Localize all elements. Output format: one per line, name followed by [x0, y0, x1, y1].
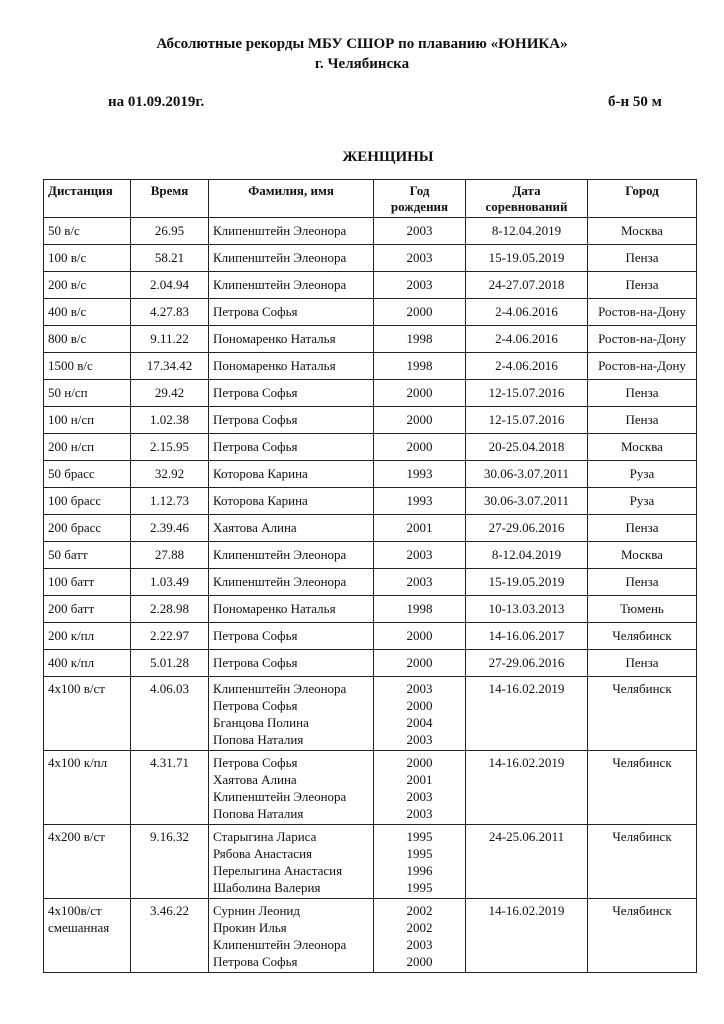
relay-birth-year: 2003	[406, 806, 433, 821]
cell-time: 26.95	[131, 218, 209, 245]
relay-swimmer-name: Попова Наталия	[213, 806, 304, 821]
relay-birth-year: 2003	[406, 789, 433, 804]
table-row	[44, 596, 697, 623]
cell-distance	[44, 899, 131, 973]
relay-row	[44, 825, 697, 899]
relay-swimmer-name: Сурнин Леонид	[213, 903, 300, 918]
cell-name: Пономаренко Наталья	[209, 326, 374, 353]
cell-birth-years	[374, 677, 466, 751]
relay-distance-line: 4х100в/ст	[48, 903, 102, 918]
cell-city: Челябинск	[588, 677, 697, 751]
relay-row	[44, 677, 697, 751]
cell-name: Петрова Софья	[209, 623, 374, 650]
cell-time: 4.06.03	[131, 677, 209, 751]
cell-competition-date: 15-19.05.2019	[466, 569, 588, 596]
cell-time: 32.92	[131, 461, 209, 488]
cell-birth-year: 2003	[374, 569, 466, 596]
cell-time: 3.46.22	[131, 899, 209, 973]
column-header-time: Время	[131, 180, 209, 218]
cell-names	[209, 899, 374, 973]
cell-competition-date: 12-15.07.2016	[466, 407, 588, 434]
cell-birth-year: 2000	[374, 623, 466, 650]
cell-name: Клипенштейн Элеонора	[209, 569, 374, 596]
cell-birth-years	[374, 899, 466, 973]
relay-birth-year: 2000	[406, 698, 433, 713]
cell-time: 2.15.95	[131, 434, 209, 461]
cell-birth-year: 2000	[374, 299, 466, 326]
relay-swimmer-name: Клипенштейн Элеонора	[213, 681, 347, 696]
table-row	[44, 380, 697, 407]
cell-distance: 200 в/с	[44, 272, 131, 299]
relay-swimmer-name: Шаболина Валерия	[213, 880, 321, 895]
cell-city: Челябинск	[588, 825, 697, 899]
pool-length: б-н 50 м	[608, 94, 662, 110]
table-row	[44, 218, 697, 245]
cell-city: Пенза	[588, 272, 697, 299]
cell-name: Пономаренко Наталья	[209, 353, 374, 380]
cell-city: Москва	[588, 218, 697, 245]
cell-competition-date: 14-16.06.2017	[466, 623, 588, 650]
cell-name: Петрова Софья	[209, 299, 374, 326]
document-subtitle-city: г. Челябинска	[314, 56, 410, 72]
cell-city: Пенза	[588, 515, 697, 542]
relay-birth-year: 2002	[406, 920, 433, 935]
cell-distance: 400 к/пл	[44, 650, 131, 677]
cell-birth-year: 2000	[374, 407, 466, 434]
cell-birth-year: 1998	[374, 326, 466, 353]
cell-name: Клипенштейн Элеонора	[209, 272, 374, 299]
cell-distance: 1500 в/с	[44, 353, 131, 380]
cell-time: 29.42	[131, 380, 209, 407]
cell-distance	[44, 751, 131, 825]
cell-distance: 100 брасс	[44, 488, 131, 515]
table-row	[44, 461, 697, 488]
relay-birth-year: 1995	[406, 880, 433, 895]
relay-swimmer-name: Попова Наталия	[213, 732, 304, 747]
relay-distance-line: 4х200 в/ст	[48, 829, 105, 844]
relay-swimmer-name: Петрова Софья	[213, 954, 298, 969]
cell-name: Клипенштейн Элеонора	[209, 245, 374, 272]
cell-name: Которова Карина	[209, 461, 374, 488]
cell-distance: 800 в/с	[44, 326, 131, 353]
table-row	[44, 326, 697, 353]
table-row	[44, 245, 697, 272]
cell-distance: 50 батт	[44, 542, 131, 569]
cell-time: 2.22.97	[131, 623, 209, 650]
cell-competition-date: 8-12.04.2019	[466, 218, 588, 245]
cell-city: Тюмень	[588, 596, 697, 623]
cell-birth-year: 1998	[374, 353, 466, 380]
cell-competition-date: 14-16.02.2019	[466, 751, 588, 825]
relay-distance-line: 4х100 к/пл	[48, 755, 108, 770]
cell-time: 1.03.49	[131, 569, 209, 596]
table-row	[44, 407, 697, 434]
table-body	[44, 218, 697, 973]
cell-city: Ростов-на-Дону	[588, 326, 697, 353]
cell-city: Москва	[588, 542, 697, 569]
cell-time: 9.16.32	[131, 825, 209, 899]
records-table	[43, 179, 697, 973]
cell-city: Пенза	[588, 407, 697, 434]
cell-name: Петрова Софья	[209, 434, 374, 461]
cell-birth-years	[374, 825, 466, 899]
table-row	[44, 488, 697, 515]
cell-birth-year: 1993	[374, 461, 466, 488]
cell-distance: 200 н/сп	[44, 434, 131, 461]
cell-birth-year: 2003	[374, 272, 466, 299]
cell-name: Хаятова Алина	[209, 515, 374, 542]
cell-names	[209, 677, 374, 751]
cell-name: Петрова Софья	[209, 380, 374, 407]
cell-time: 2.39.46	[131, 515, 209, 542]
cell-city: Челябинск	[588, 751, 697, 825]
cell-name: Клипенштейн Элеонора	[209, 542, 374, 569]
cell-birth-year: 2000	[374, 434, 466, 461]
relay-swimmer-name: Прокин Илья	[213, 920, 287, 935]
cell-city: Челябинск	[588, 899, 697, 973]
table-row	[44, 353, 697, 380]
table-row	[44, 272, 697, 299]
cell-birth-year: 2001	[374, 515, 466, 542]
cell-names	[209, 751, 374, 825]
relay-birth-year: 2001	[406, 772, 433, 787]
cell-name: Которова Карина	[209, 488, 374, 515]
cell-city: Пенза	[588, 650, 697, 677]
relay-birth-year: 2003	[406, 732, 433, 747]
relay-birth-year: 1995	[406, 829, 433, 844]
cell-name: Пономаренко Наталья	[209, 596, 374, 623]
table-row	[44, 650, 697, 677]
relay-swimmer-name: Старыгина Лариса	[213, 829, 317, 844]
column-header-competition-date: Дата соревнований	[466, 180, 588, 218]
cell-names	[209, 825, 374, 899]
table-row	[44, 515, 697, 542]
table-row	[44, 623, 697, 650]
relay-birth-year: 2002	[406, 903, 433, 918]
relay-swimmer-name: Клипенштейн Элеонора	[213, 937, 347, 952]
relay-birth-year: 1996	[406, 863, 433, 878]
cell-competition-date: 2-4.06.2016	[466, 353, 588, 380]
relay-birth-year: 2003	[406, 937, 433, 952]
relay-distance-line: смешанная	[48, 920, 110, 935]
cell-distance: 50 в/с	[44, 218, 131, 245]
cell-distance: 50 н/сп	[44, 380, 131, 407]
cell-competition-date: 8-12.04.2019	[466, 542, 588, 569]
cell-time: 4.27.83	[131, 299, 209, 326]
cell-birth-years	[374, 751, 466, 825]
table-row	[44, 434, 697, 461]
cell-distance	[44, 677, 131, 751]
section-title: ЖЕНЩИНЫ	[342, 149, 434, 165]
relay-row	[44, 751, 697, 825]
cell-competition-date: 12-15.07.2016	[466, 380, 588, 407]
as-of-date: на 01.09.2019г.	[108, 94, 205, 110]
relay-birth-year: 1995	[406, 846, 433, 861]
cell-name: Петрова Софья	[209, 650, 374, 677]
cell-time: 5.01.28	[131, 650, 209, 677]
cell-time: 27.88	[131, 542, 209, 569]
cell-distance: 200 к/пл	[44, 623, 131, 650]
cell-competition-date: 27-29.06.2016	[466, 515, 588, 542]
cell-competition-date: 30.06-3.07.2011	[466, 488, 588, 515]
cell-city: Руза	[588, 461, 697, 488]
cell-birth-year: 1998	[374, 596, 466, 623]
relay-swimmer-name: Петрова Софья	[213, 755, 298, 770]
cell-competition-date: 14-16.02.2019	[466, 899, 588, 973]
relay-distance-line: 4х100 в/ст	[48, 681, 105, 696]
document-title: Абсолютные рекорды МБУ СШОР по плаванию «ЮНИКА»	[156, 36, 568, 52]
cell-birth-year: 2003	[374, 218, 466, 245]
cell-birth-year: 2000	[374, 650, 466, 677]
cell-distance: 100 в/с	[44, 245, 131, 272]
cell-competition-date: 2-4.06.2016	[466, 326, 588, 353]
column-header-distance: Дистанция	[44, 180, 131, 218]
cell-competition-date: 2-4.06.2016	[466, 299, 588, 326]
cell-time: 2.28.98	[131, 596, 209, 623]
cell-time: 2.04.94	[131, 272, 209, 299]
relay-swimmer-name: Перелыгина Анастасия	[213, 863, 343, 878]
column-header-birth-year: Год рождения	[374, 180, 466, 218]
cell-name: Клипенштейн Элеонора	[209, 218, 374, 245]
relay-swimmer-name: Бганцова Полина	[213, 715, 309, 730]
cell-time: 4.31.71	[131, 751, 209, 825]
cell-competition-date: 10-13.03.2013	[466, 596, 588, 623]
cell-time: 1.02.38	[131, 407, 209, 434]
cell-competition-date: 14-16.02.2019	[466, 677, 588, 751]
cell-competition-date: 27-29.06.2016	[466, 650, 588, 677]
cell-distance: 100 батт	[44, 569, 131, 596]
table-row	[44, 299, 697, 326]
cell-time: 1.12.73	[131, 488, 209, 515]
cell-name: Петрова Софья	[209, 407, 374, 434]
relay-birth-year: 2004	[406, 715, 433, 730]
relay-birth-year: 2003	[406, 681, 433, 696]
cell-competition-date: 30.06-3.07.2011	[466, 461, 588, 488]
cell-birth-year: 2003	[374, 245, 466, 272]
column-header-name: Фамилия, имя	[209, 180, 374, 218]
relay-swimmer-name: Хаятова Алина	[213, 772, 297, 787]
cell-distance: 50 брасс	[44, 461, 131, 488]
relay-swimmer-name: Клипенштейн Элеонора	[213, 789, 347, 804]
cell-competition-date: 20-25.04.2018	[466, 434, 588, 461]
column-header-city: Город	[588, 180, 697, 218]
cell-city: Пенза	[588, 245, 697, 272]
cell-birth-year: 2003	[374, 542, 466, 569]
cell-time: 17.34.42	[131, 353, 209, 380]
relay-birth-year: 2000	[406, 954, 433, 969]
cell-city: Пенза	[588, 569, 697, 596]
cell-competition-date: 24-27.07.2018	[466, 272, 588, 299]
relay-row	[44, 899, 697, 973]
cell-city: Челябинск	[588, 623, 697, 650]
cell-distance: 400 в/с	[44, 299, 131, 326]
cell-competition-date: 24-25.06.2011	[466, 825, 588, 899]
cell-city: Москва	[588, 434, 697, 461]
relay-swimmer-name: Рябова Анастасия	[213, 846, 313, 861]
table-row	[44, 542, 697, 569]
cell-distance: 200 брасс	[44, 515, 131, 542]
cell-distance: 100 н/сп	[44, 407, 131, 434]
table-header-row	[44, 180, 697, 218]
cell-city: Ростов-на-Дону	[588, 299, 697, 326]
cell-time: 58.21	[131, 245, 209, 272]
cell-city: Пенза	[588, 380, 697, 407]
relay-birth-year: 2000	[406, 755, 433, 770]
cell-birth-year: 2000	[374, 380, 466, 407]
cell-city: Руза	[588, 488, 697, 515]
cell-distance: 200 батт	[44, 596, 131, 623]
cell-competition-date: 15-19.05.2019	[466, 245, 588, 272]
cell-city: Ростов-на-Дону	[588, 353, 697, 380]
cell-distance	[44, 825, 131, 899]
relay-swimmer-name: Петрова Софья	[213, 698, 298, 713]
cell-time: 9.11.22	[131, 326, 209, 353]
cell-birth-year: 1993	[374, 488, 466, 515]
table-row	[44, 569, 697, 596]
